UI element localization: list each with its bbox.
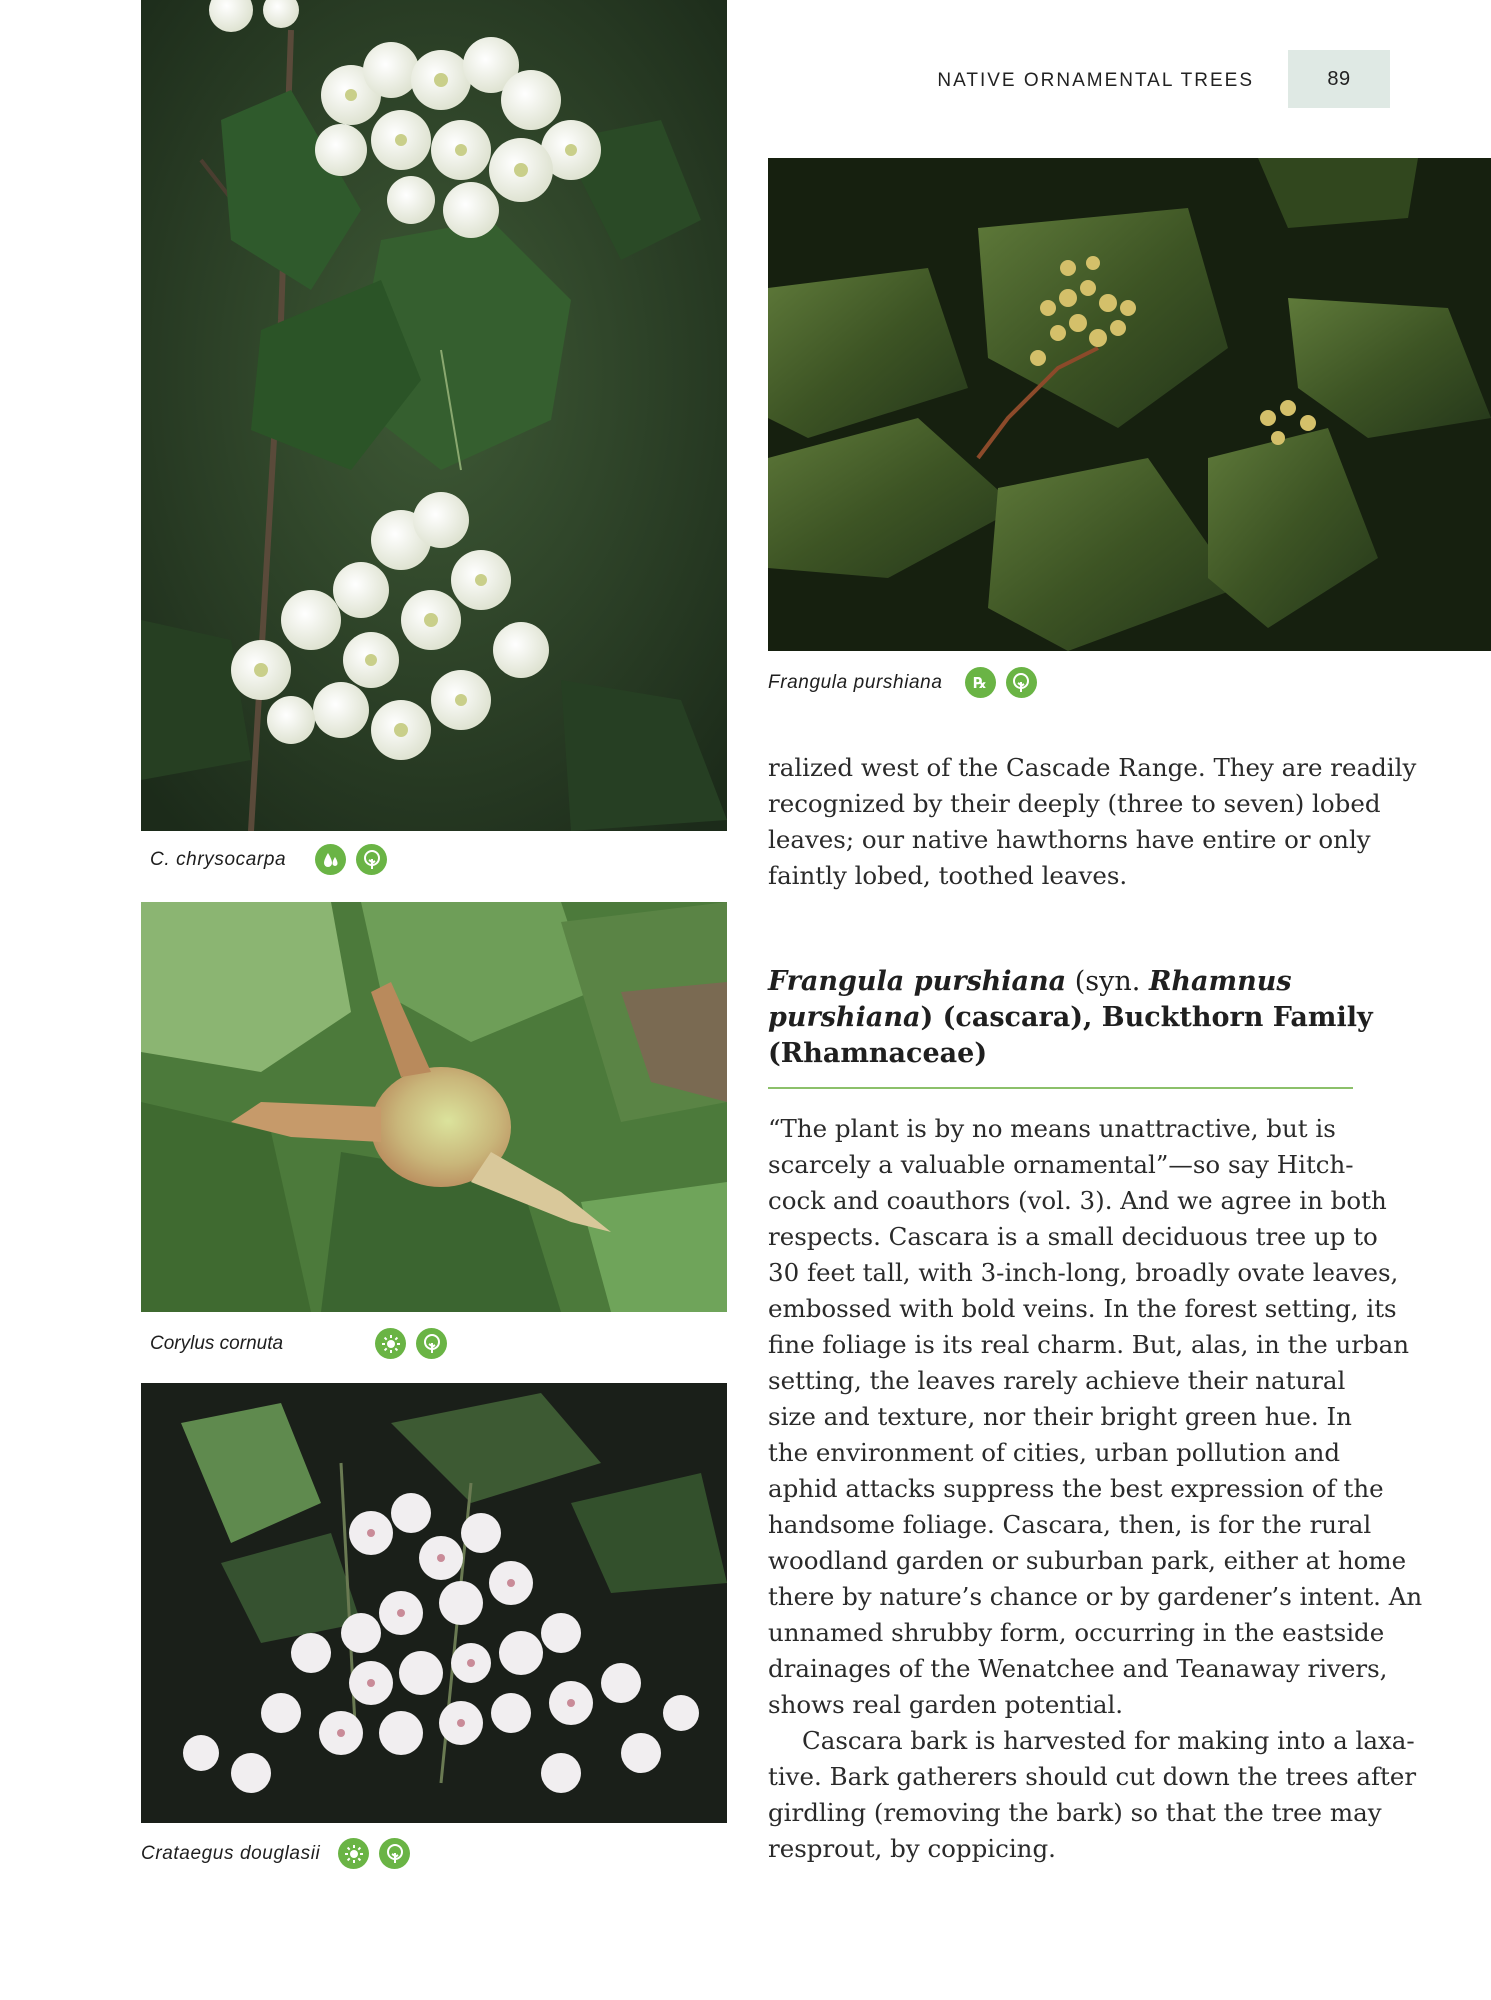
- text-line: drainages of the Wenatchee and Teanaway rivers,: [768, 1654, 1388, 1683]
- text-line: there by nature’s chance or by gardener’s intent. An: [768, 1582, 1423, 1611]
- crataegus-douglasii-photo: [141, 1383, 727, 1823]
- text-line: tive. Bark gatherers should cut down the trees after: [768, 1762, 1417, 1791]
- text-line: “The plant is by no means unattractive, but is: [768, 1114, 1336, 1143]
- species-heading: [768, 964, 1373, 1072]
- text-line: aphid attacks suppress the best expression of the: [768, 1474, 1384, 1503]
- heading-italic: Frangula purshiana: [768, 966, 1067, 997]
- page-number: 89: [1288, 50, 1390, 108]
- caption-corylus-cornuta: [150, 1328, 447, 1359]
- text-line: respects. Cascara is a small deciduous tree up to: [768, 1222, 1378, 1251]
- text-line: leaves; our native hawthorns have entire or only: [768, 825, 1371, 854]
- text-line: scarcely a valuable ornamental”—so say Hitch-: [768, 1150, 1354, 1179]
- caption-text: Crataegus douglasii: [141, 1842, 321, 1864]
- caption-crataegus-douglasii: [141, 1838, 410, 1869]
- running-head-title: NATIVE ORNAMENTAL TREES: [937, 70, 1254, 91]
- text-line: handsome foliage. Cascara, then, is for the rural: [768, 1510, 1372, 1539]
- heading-text: (Rhamnaceae): [768, 1038, 988, 1069]
- text-line: shows real garden potential.: [768, 1690, 1124, 1719]
- tree-icon: [356, 844, 387, 875]
- text-line: ralized west of the Cascade Range. They are readily: [768, 753, 1417, 782]
- text-line: size and texture, nor their bright green hue. In: [768, 1402, 1352, 1431]
- caption-frangula-purshiana: [768, 667, 1037, 698]
- intro-paragraph: [768, 750, 1416, 894]
- text-line: Cascara bark is harvested for making into a laxa-: [802, 1726, 1415, 1755]
- tree-icon: [1006, 667, 1037, 698]
- text-line: girdling (removing the bark) so that the tree may: [768, 1798, 1382, 1827]
- running-head: [937, 50, 1390, 108]
- caption-text: C. chrysocarpa: [150, 848, 287, 870]
- text-line: 30 feet tall, with 3-inch-long, broadly ovate leaves,: [768, 1258, 1399, 1287]
- frangula-purshiana-photo: [768, 158, 1491, 651]
- heading-italic: Rhamnus: [1148, 966, 1292, 997]
- text-line: faintly lobed, toothed leaves.: [768, 861, 1128, 890]
- text-line: resprout, by coppicing.: [768, 1834, 1056, 1863]
- body-paragraph-1: [768, 1111, 1422, 1867]
- tree-icon: [416, 1328, 447, 1359]
- text-line: unnamed shrubby form, occurring in the eastside: [768, 1618, 1385, 1647]
- tree-icon: [379, 1838, 410, 1869]
- text-line: embossed with bold veins. In the forest setting, its: [768, 1294, 1397, 1323]
- svg-text:℞: ℞: [973, 673, 988, 692]
- caption-text: Frangula purshiana: [768, 671, 943, 693]
- rx-icon: [965, 667, 996, 698]
- heading-text: (syn.: [1066, 966, 1149, 997]
- text-line: cock and coauthors (vol. 3). And we agree in both: [768, 1186, 1387, 1215]
- sun-icon: [338, 1838, 369, 1869]
- text-line: setting, the leaves rarely achieve their natural: [768, 1366, 1346, 1395]
- text-line: the environment of cities, urban pollution and: [768, 1438, 1341, 1467]
- heading-text: ) (cascara), Buckthorn Family: [920, 1002, 1373, 1033]
- text-line: woodland garden or suburban park, either at home: [768, 1546, 1407, 1575]
- hawthorn-white-photo: [141, 0, 727, 831]
- text-line: fine foliage is its real charm. But, alas, in the urban: [768, 1330, 1410, 1359]
- water-drop-icon: [315, 844, 346, 875]
- heading-rule: [768, 1087, 1353, 1089]
- text-line: recognized by their deeply (three to seven) lobed: [768, 789, 1381, 818]
- sun-icon: [375, 1328, 406, 1359]
- hazelnut-photo: [141, 902, 727, 1312]
- caption-c-chrysocarpa: [150, 844, 387, 875]
- caption-text: Corylus cornuta: [150, 1332, 284, 1354]
- heading-italic: purshiana: [768, 1002, 921, 1033]
